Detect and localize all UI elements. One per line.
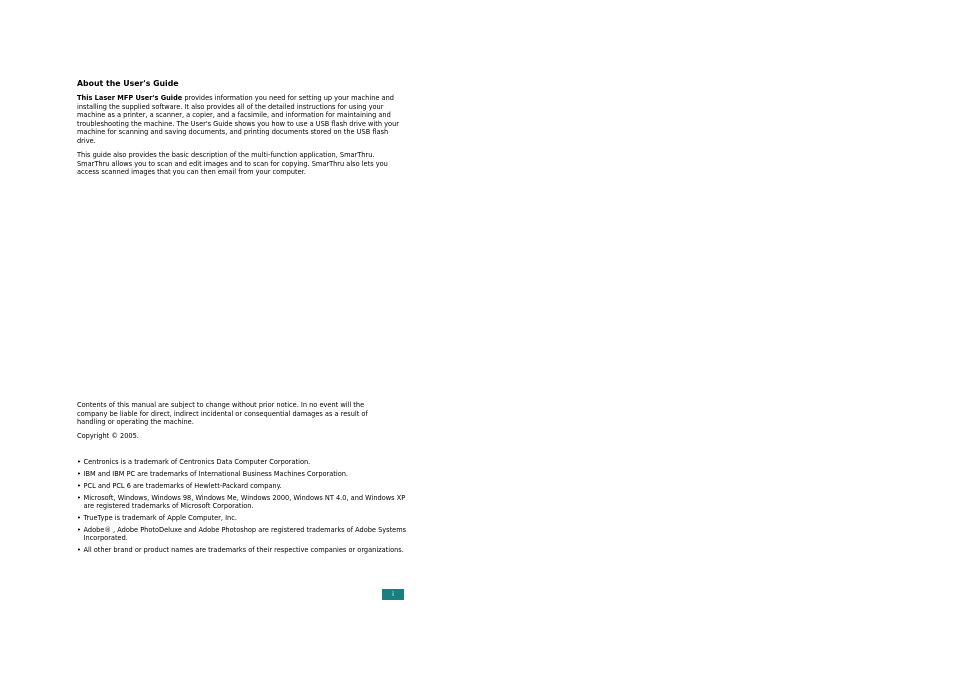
section-heading: About the User's Guide	[77, 79, 179, 88]
intro-text: provides information you need for setting up your machine and installing the supplied software. It also provides all of the detailed instructions for using your machine as a printer, a scanner, a copier, and a facsimile, and information for maintaining and troubleshooting the machine. The User's Guide shows you how to use a USB flash drive with your machine for scanning and saving documents, and printing documents stored on the USB flash drive.	[77, 94, 399, 145]
intro-paragraph	[77, 94, 405, 146]
trademark-list	[77, 458, 407, 558]
bullet-icon: •	[77, 469, 81, 478]
smarthru-paragraph: This guide also provides the basic description of the multi-function application, SmarThru. SmarThru allows you to scan and edit images and to scan for copying. SmarThru also lets you access scanned images that you can then email from your computer.	[77, 151, 388, 177]
trademark-item: • PCL and PCL 6 are trademarks of Hewlett-Packard company.	[77, 481, 282, 490]
guide-title: This Laser MFP User's Guide	[77, 94, 183, 102]
trademark-item: • Adobe® , Adobe PhotoDeluxe and Adobe Photoshop are registered trademarks of Adobe Systems Incorporated.	[77, 525, 407, 543]
copyright-line: Copyright © 2005.	[77, 432, 139, 440]
bullet-icon: •	[77, 514, 81, 523]
bullet-icon: •	[77, 525, 81, 534]
trademark-item: • All other brand or product names are trademarks of their respective companies or organizations.	[77, 546, 404, 555]
bullet-icon: •	[77, 493, 81, 502]
bullet-icon: •	[77, 546, 81, 555]
bullet-icon: •	[77, 458, 81, 466]
trademark-item: • Microsoft, Windows, Windows 98, Windows Me, Windows 2000, Windows NT 4.0, and Windows XP are registered trademarks of Microsoft Corporation.	[77, 493, 406, 511]
trademark-item: • Centronics is a trademark of Centronics Data Computer Corporation.	[77, 458, 311, 466]
page-number-badge: i	[382, 589, 404, 600]
bullet-icon: •	[77, 481, 81, 490]
legal-notice: Contents of this manual are subject to change without prior notice. In no event will the company be liable for direct, indirect incidental or consequential damages as a result of handling or operating the machine.	[77, 401, 368, 427]
trademark-item: • IBM and IBM PC are trademarks of International Business Machines Corporation.	[77, 469, 349, 478]
trademark-item: • TrueType is trademark of Apple Computer, Inc.	[77, 514, 237, 523]
